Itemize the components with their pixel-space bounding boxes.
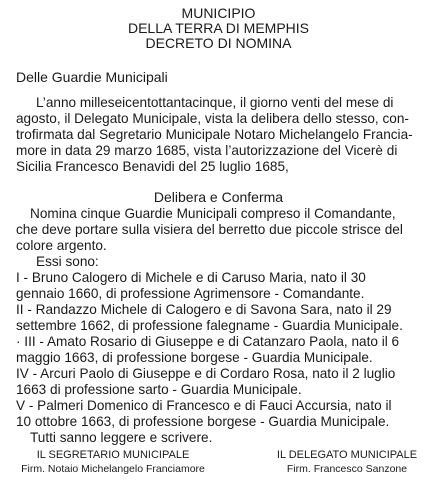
body-line: II - Randazzo Michele di Calogero e di Savona Sara, nato il 29 (16, 302, 392, 317)
intro-line: Sicilia Francesco Benavidi del 25 luglio 1685, (16, 159, 289, 174)
body-line: 10 ottobre 1663, di professione borgese - Guardia Municipale. (16, 414, 390, 429)
header-decreto: DECRETO DI NOMINA (145, 35, 292, 51)
body-line: I - Bruno Calogero di Michele e di Caruso Maria, nato il 30 (16, 270, 366, 285)
decree-body (16, 206, 426, 446)
signature-name: Firm. Notaio Michelangelo Franciamore (21, 463, 205, 475)
body-line: IV - Arcuri Paolo di Giuseppe e di Cordaro Rosa, nato il 2 luglio (16, 366, 396, 381)
body-line: 1663 di professione sarto - Guardia Municipale. (16, 382, 302, 397)
section-title: Delle Guardie Municipali (16, 69, 168, 85)
body-line: che deve portare sulla visiera del berretto due piccole strisce del (16, 222, 403, 237)
intro-line: trofirmata dal Segretario Municipale Notaro Michelangelo Francia- (16, 127, 413, 142)
header-municipio: MUNICIPIO (181, 5, 256, 21)
body-line: Essi sono: (36, 254, 99, 269)
intro-paragraph (16, 95, 420, 175)
signature-title: IL DELEGATO MUNICIPALE (276, 449, 418, 461)
body-line: settembre 1662, di professione falegname - Guardia Municipale. (16, 318, 403, 333)
body-line: gennaio 1660, di professione Agrimensore - Comandante. (16, 286, 365, 301)
body-line: V - Palmeri Domenico di Francesco e di Fauci Accursia, nato il (16, 398, 392, 413)
signature-delegato (262, 449, 432, 476)
intro-line: agosto, il Delegato Municipale, vista la delibera dello stesso, con- (16, 111, 409, 126)
body-line: colore argento. (16, 238, 107, 253)
subheading: Delibera e Conferma (153, 189, 284, 205)
signature-title: IL SEGRETARIO MUNICIPALE (36, 449, 190, 461)
body-line: · III - Amato Rosario di Giuseppe e di Catanzaro Paola, nato il 6 (16, 334, 400, 349)
signature-segretario (18, 449, 208, 476)
body-line: Tutti sanno leggere e scrivere. (30, 430, 213, 445)
document-header (0, 6, 437, 51)
signature-name: Firm. Francesco Sanzone (286, 463, 408, 475)
body-line: Nomina cinque Guardie Municipali compreso il Comandante, (30, 206, 396, 221)
body-line: maggio 1663, di professione borgese - Guardia Municipale. (16, 350, 373, 365)
intro-line: L’anno milleseicentottantacinque, il giorno venti del mese di (36, 95, 394, 110)
intro-line: more in data 29 marzo 1685, vista l’autorizzazione del Vicerè di (16, 143, 398, 158)
header-terra: DELLA TERRA DI MEMPHIS (127, 20, 309, 36)
